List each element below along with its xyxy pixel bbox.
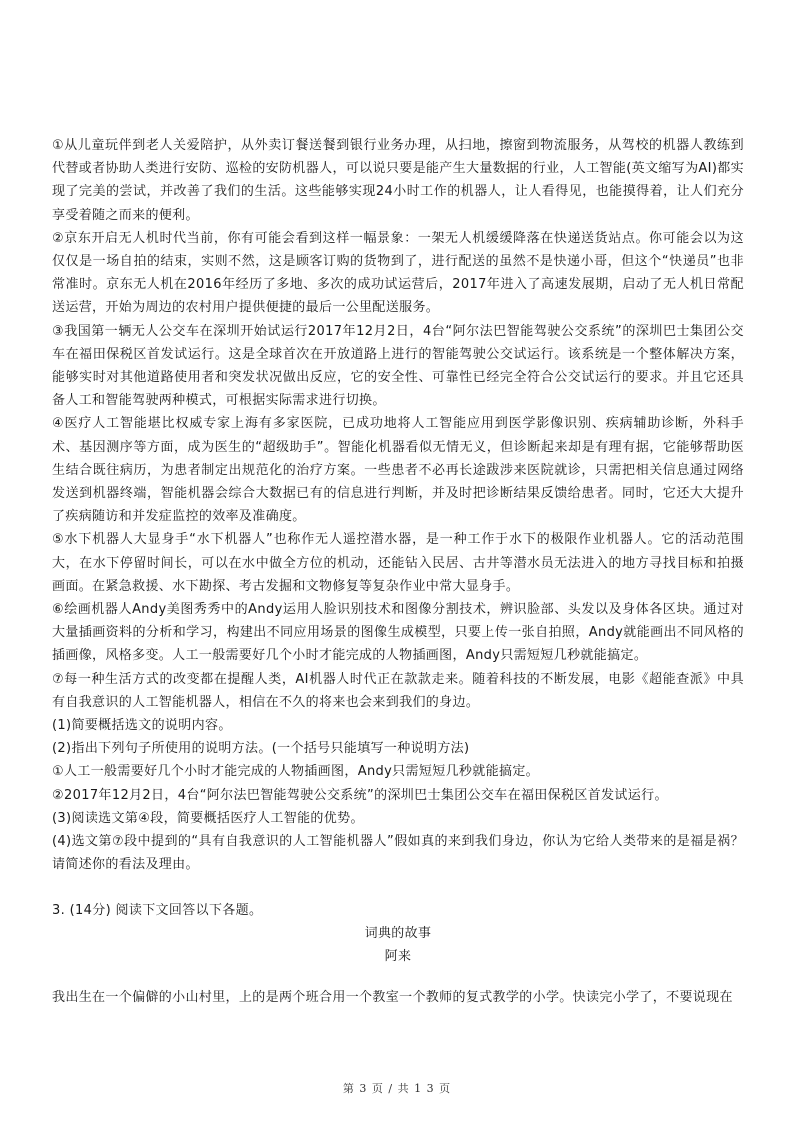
section-3-heading: 3. (14分) 阅读下文回答以下各题。 <box>52 902 263 918</box>
story-spacer <box>52 968 744 986</box>
passage-paragraph-2: ②京东开启无人机时代当前，你有可能会看到这样一幅景象：一架无人机缓缓降落在快递送货站点。你可能会以为这仅仅是一场自拍的结束，实则不然，这是顾客订购的货物到了，进行配送的虽然不是快递小哥，但这个“快递员”也非常准时。京东无人机在2016年经历了多地、多次的成功试运营后，2017年进入了高速发展期，启动了无人机日常配送运营，开始为周边的农村用户提供便捷的最后一公里配送服务。 <box>52 230 744 316</box>
passage-paragraph-5: ⑤水下机器人大显身手“水下机器人”也称作无人遥控潜水器，是一种工作于水下的极限作业机器人。它的活动范围大，在水下停留时间长，可以在水中做全方位的机动，还能钻入民居、古井等潜水员无法进入的地方寻找目标和拍摄画面。在紧急救援、水下勘探、考古发掘和文物修复等复杂作业中常大显身手。 <box>52 532 744 594</box>
passage-paragraph-4: ④医疗人工智能堪比权威专家上海有多家医院，已成功地将人工智能应用到医学影像识别、疾病辅助诊断，外科手术、基因测序等方面，成为医生的“超级助手”。智能化机器看似无情无义，但诊断起来却是有理有据，它能够帮助医生结合既往病历，为患者制定出规范化的治疗方案。一些患者不必再长途跋涉来医院就诊，只需把相关信息通过网络发送到机器终端，智能机器会综合大数据已有的信息进行判断，并及时把诊断结果反馈给患者。同时，它还大大提升了疾病随访和并发症监控的效率及准确度。 <box>52 416 744 525</box>
passage-paragraph-3: ③我国第一辆无人公交车在深圳开始试运行2017年12月2日，4台“阿尔法巴智能驾驶公交系统”的深圳巴士集团公交车在福田保税区首发试运行。这是全球首次在开放道路上进行的智能驾驶公交试运行。该系统是一个整体解决方案，能够实时对其他道路使用者和突发状况做出反应，它的安全性、可靠性已经完全符合公交试运行的要求。并且它还具备人工和智能驾驶两种模式，可根据实际需求进行切换。 <box>52 323 744 409</box>
page-content <box>52 134 744 1009</box>
story-title: 词典的故事 <box>364 925 432 941</box>
story-first-line: 我出生在一个偏僻的小山村里，上的是两个班合用一个教室一个教师的复式教学的小学。快读完小学了，不要说现在 <box>52 990 733 1006</box>
question-4: (4)选文第⑦段中提到的“具有自我意识的人工智能机器人”假如真的来到我们身边，你认为它给人类带来的是福是祸？请简述你的看法及理由。 <box>52 834 744 873</box>
passage-paragraph-7: ⑦每一种生活方式的改变都在提醒人类，AI机器人时代正在款款走来。随着科技的不断发展，电影《超能查派》中具有自我意识的人工智能机器人，相信在不久的将来也会来到我们的身边。 <box>52 671 744 710</box>
passage-paragraph-1: ①从儿童玩伴到老人关爱陪护，从外卖订餐送餐到银行业务办理，从扫地，擦窗到物流服务，从驾校的机器人教练到代替或者协助人类进行安防、巡检的安防机器人，可以说只要是能产生大量数据的行业，人工智能(英文缩写为AI)都实现了完美的尝试，并改善了我们的生活。这些能够实现24小时工作的机器人，让人看得见，也能摸得着，让人们充分享受着随之而来的便利。 <box>52 138 744 223</box>
question-2-sentence-a: ①人工一般需要好几个小时才能完成的人物插画图，Andy只需短短几秒就能搞定。 <box>52 764 540 780</box>
section-spacer <box>52 877 744 899</box>
story-author: 阿来 <box>384 948 412 964</box>
question-3: (3)阅读选文第④段，简要概括医疗人工智能的优势。 <box>52 810 364 826</box>
passage-paragraph-6: ⑥绘画机器人Andy美图秀秀中的Andy运用人脸识别技术和图像分割技术，辨识脸部、头发以及身体各区块。通过对大量插画资料的分析和学习，构建出不同应用场景的图像生成模型，只要上传一张自拍照，Andy就能画出不同风格的插画像，风格多变。人工一般需要好几个小时才能完成的人物插画图，Andy只需短短几秒就能搞定。 <box>52 602 744 664</box>
question-1: (1)简要概括选文的说明内容。 <box>52 718 232 734</box>
question-2-sentence-b: ②2017年12月2日，4台“阿尔法巴智能驾驶公交系统”的深圳巴士集团公交车在福田保税区首发试运行。 <box>52 787 668 803</box>
page-number-footer: 第 3 页 / 共 1 3 页 <box>342 1082 452 1095</box>
question-2: (2)指出下列句子所使用的说明方法。(一个括号只能填写一种说明方法) <box>52 741 470 757</box>
